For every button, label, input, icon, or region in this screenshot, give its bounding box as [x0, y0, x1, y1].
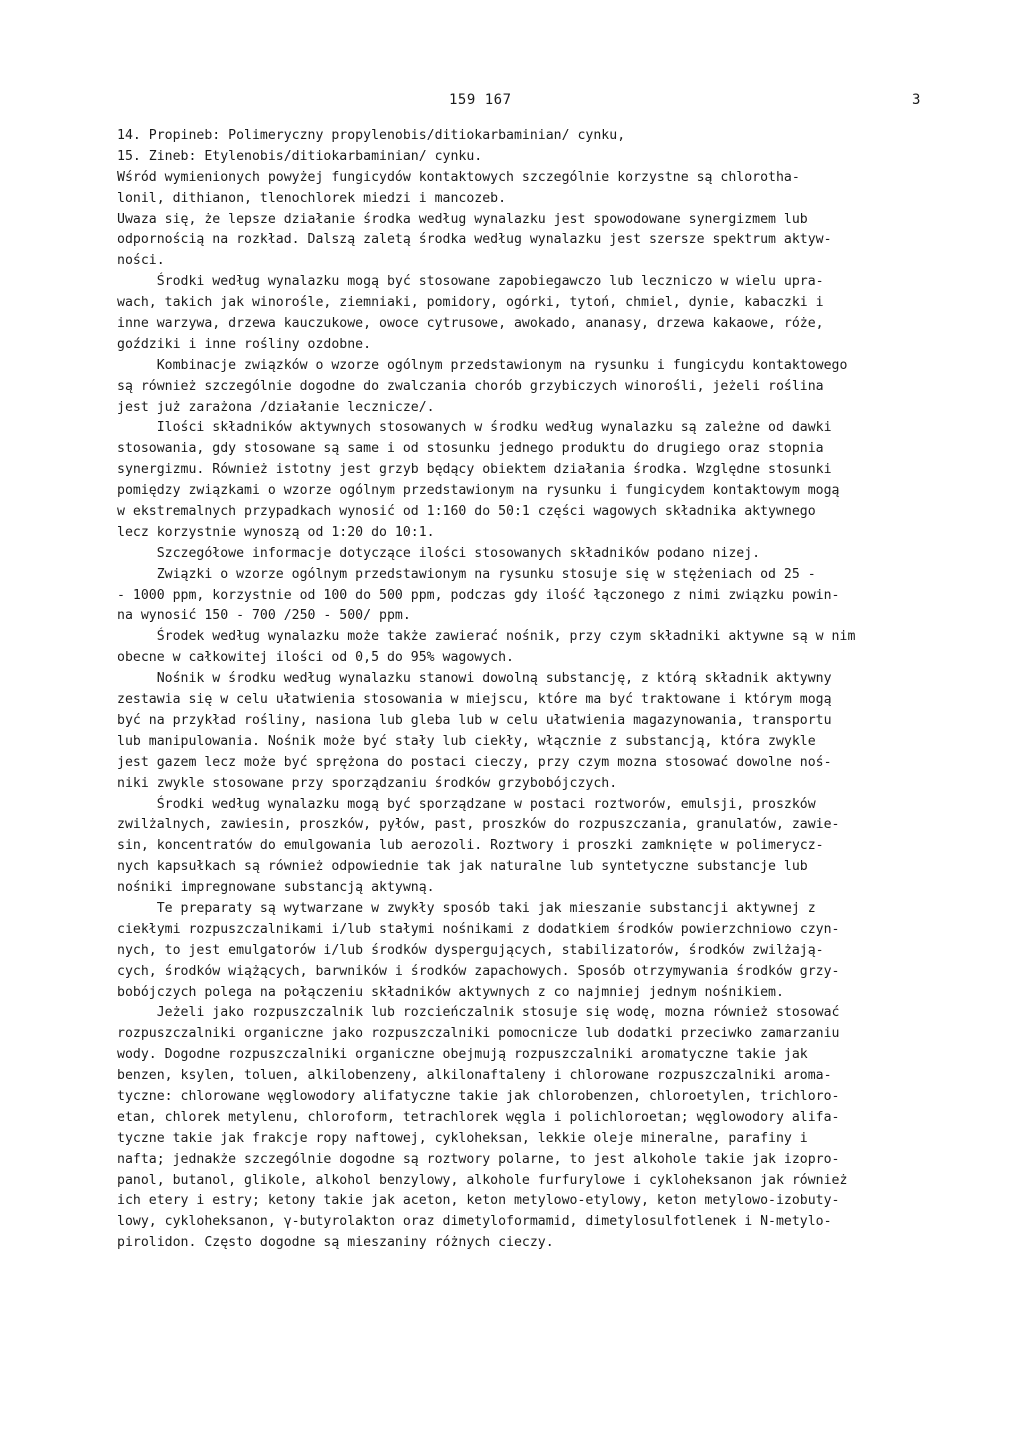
text-line: inne warzywa, drzewa kauczukowe, owoce cytrusowe, awokado, ananasy, drzewa kakaowe, róże,	[117, 316, 824, 332]
text-line: benzen, ksylen, toluen, alkilobenzeny, alkilonaftaleny i chlorowane rozpuszczalniki aroma-	[117, 1068, 832, 1084]
text-line: 14. Propineb: Polimeryczny propylenobis/ditiokarbaminian/ cynku,	[117, 128, 626, 143]
text-line: ności.	[117, 253, 165, 269]
text-line: Środki według wynalazku mogą być stosowane zapobiegawczo lub leczniczo w wielu upra-	[117, 274, 824, 290]
text-line: stosowania, gdy stosowane są same i od stosunku jednego produktu do drugiego oraz stopnia	[117, 441, 824, 457]
text-line: tyczne: chlorowane węglowodory alifatyczne takie jak chlorobenzen, chloroetylen, trichloro-	[117, 1088, 840, 1104]
text-line: zwilżalnych, zawiesin, proszków, pyłów, past, proszków do rozpuszczania, granulatów, zawie-	[117, 817, 840, 833]
text-line: są również szczególnie dogodne do zwalczania chorób grzybiczych winorośli, jeżeli roślina	[117, 378, 824, 394]
text-line: nych, to jest emulgatorów i/lub środków dyspergujących, stabilizatorów, środków zwilżają-	[117, 942, 824, 958]
text-line: lecz korzystnie wynoszą od 1:20 do 10:1.	[117, 524, 435, 540]
patent-number: 159 167	[449, 92, 512, 108]
text-line: Ilości składników aktywnych stosowanych w środku według wynalazku są zależne od dawki	[117, 420, 832, 436]
text-line: Związki o wzorze ogólnym przedstawionym na rysunku stosuje się w stężeniach od 25 -	[117, 566, 816, 582]
text-line: bobójczych polega na połączeniu składników aktywnych z co najmniej jednym nośnikiem.	[117, 984, 784, 1000]
text-line: zestawia się w celu ułatwienia stosowania w miejscu, które ma być traktowane i którym mogą	[117, 692, 832, 708]
text-line: sin, koncentratów do emulgowania lub aerozoli. Roztwory i proszki zamknięte w polimerycz-	[117, 838, 824, 854]
text-line: Szczegółowe informacje dotyczące ilości stosowanych składników podano nizej.	[117, 545, 761, 561]
text-line: w ekstremalnych przypadkach wynosić od 1:160 do 50:1 części wagowych składnika aktywnego	[117, 504, 816, 520]
text-line: 15. Zineb: Etylenobis/ditiokarbaminian/ cynku.	[117, 148, 483, 164]
text-line: jest gazem lecz może być sprężona do postaci cieczy, przy czym mozna stosować dowolne noś-	[117, 754, 832, 770]
text-line: niki zwykle stosowane przy sporządzaniu środków grzybobójczych.	[117, 775, 618, 791]
body-text	[117, 126, 907, 1254]
text-line: być na przykład rośliny, nasiona lub gleba lub w celu ułatwienia magazynowania, transportu	[117, 712, 832, 728]
text-line: Wśród wymienionych powyżej fungicydów kontaktowych szczególnie korzystne są chlorotha-	[117, 169, 800, 185]
text-line: lonil, dithianon, tlenochlorek miedzi i mancozeb.	[117, 190, 507, 206]
text-line: Nośnik w środku według wynalazku stanowi dowolną substancję, z którą składnik aktywny	[117, 671, 832, 687]
text-line: ich etery i estry; ketony takie jak aceton, keton metylowo-etylowy, keton metylowo-izobuty-	[117, 1193, 840, 1209]
text-line: ciekłymi rozpuszczalnikami i/lub stałymi nośnikami z dodatkiem środków powierzchniowo czyn-	[117, 921, 840, 937]
text-line: jest już zarażona /działanie lecznicze/.	[117, 399, 435, 415]
text-line: etan, chlorek metylenu, chloroform, tetrachlorek węgla i polichloroetan; węglowodory alifa-	[117, 1109, 840, 1125]
text-line: na wynosić 150 - 700 /250 - 500/ ppm.	[117, 608, 411, 624]
text-line: nafta; jednakże szczególnie dogodne są roztwory polarne, to jest alkohole takie jak izopro-	[117, 1151, 840, 1167]
text-line: pomiędzy związkami o wzorze ogólnym przedstawionym na rysunku i fungicydem kontaktowym mogą	[117, 483, 840, 499]
text-line: Środek według wynalazku może także zawierać nośnik, przy czym składniki aktywne są w nim	[117, 629, 856, 645]
text-line: lub manipulowania. Nośnik może być stały lub ciekły, włącznie z substancją, która zwykle	[117, 733, 816, 749]
text-line: synergizmu. Również istotny jest grzyb będący obiektem działania środka. Względne stosunki	[117, 462, 832, 478]
text-line: wach, takich jak winorośle, ziemniaki, pomidory, ogórki, tytoń, chmiel, dynie, kabaczki i	[117, 295, 824, 311]
text-line: Te preparaty są wytwarzane w zwykły sposób taki jak mieszanie substancji aktywnej z	[117, 900, 816, 916]
text-line: nych kapsułkach są również odpowiednie tak jak naturalne lub syntetyczne substancje lub	[117, 859, 808, 875]
text-line: tyczne takie jak frakcje ropy naftowej, cykloheksan, lekkie oleje mineralne, parafiny i	[117, 1130, 808, 1146]
text-line: nośniki impregnowane substancją aktywną.	[117, 880, 435, 896]
text-line: Uwaza się, że lepsze działanie środka według wynalazku jest spowodowane synergizmem lub	[117, 211, 808, 227]
text-line: - 1000 ppm, korzystnie od 100 do 500 ppm, podczas gdy ilość łączonego z nimi związku powin-	[117, 587, 840, 603]
text-line: Kombinacje związków o wzorze ogólnym przedstawionym na rysunku i fungicydu kontaktowego	[117, 357, 848, 373]
text-line: goździki i inne rośliny ozdobne.	[117, 336, 372, 352]
text-line: lowy, cykloheksanon, γ-butyrolakton oraz dimetyloformamid, dimetylosulfotlenek i N-metylo-	[117, 1214, 832, 1230]
text-line: Środki według wynalazku mogą być sporządzane w postaci roztworów, emulsji, proszków	[117, 796, 816, 812]
text-line: obecne w całkowitej ilości od 0,5 do 95% wagowych.	[117, 650, 514, 666]
text-line: cych, środków wiążących, barwników i środków zapachowych. Sposób otrzymywania środków grzy-	[117, 963, 840, 979]
text-line: wody. Dogodne rozpuszczalniki organiczne obejmują rozpuszczalniki aromatyczne takie jak	[117, 1047, 808, 1063]
page-header	[0, 92, 1024, 116]
text-line: odpornością na rozkład. Dalszą zaletą środka według wynalazku jest szersze spektrum aktyw-	[117, 232, 832, 248]
text-line: Jeżeli jako rozpuszczalnik lub rozcieńczalnik stosuje się wodę, mozna również stosować	[117, 1005, 840, 1021]
page-index: 3	[912, 92, 921, 108]
text-line: panol, butanol, glikole, alkohol benzylowy, alkohole furfurylowe i cykloheksanon jak również	[117, 1172, 848, 1188]
text-line: rozpuszczalniki organiczne jako rozpuszczalniki pomocnicze lub dodatki przeciwko zamarzaniu	[117, 1026, 840, 1042]
text-line: pirolidon. Często dogodne są mieszaniny różnych cieczy.	[117, 1235, 554, 1251]
